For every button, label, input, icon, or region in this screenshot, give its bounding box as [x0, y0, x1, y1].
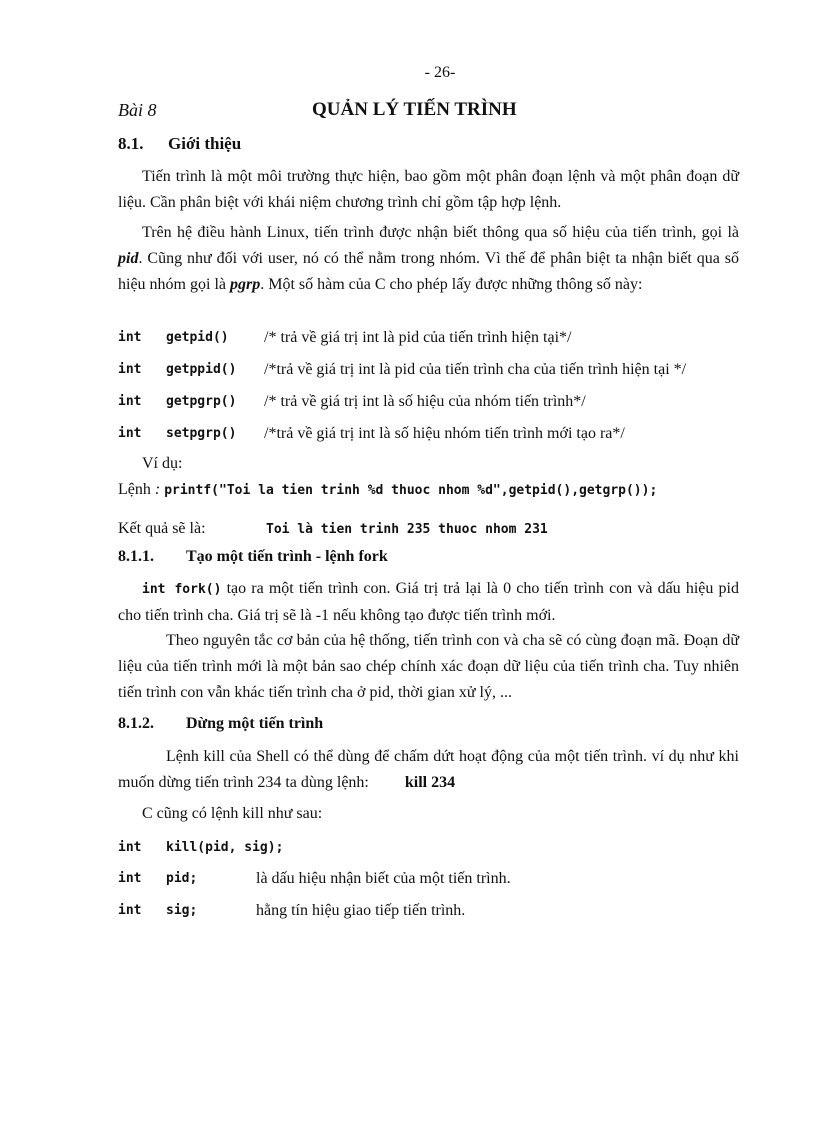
command-label: Lệnh	[118, 481, 151, 498]
result-code: Toi là tien trinh 235 thuoc nhom 231	[266, 522, 548, 537]
declaration-row	[118, 838, 758, 858]
function-type: int	[118, 394, 142, 409]
subsection-heading-text: Tạo một tiến trình - lệnh fork	[186, 548, 388, 565]
function-description: /*trả về giá trị int là số hiệu nhóm tiến trình mới tạo ra*/	[264, 425, 625, 442]
function-name: getpgrp()	[166, 394, 237, 409]
declaration-type: int	[118, 871, 142, 886]
declaration-type: int	[118, 903, 142, 918]
function-name: setpgrp()	[166, 426, 237, 441]
function-row	[118, 392, 758, 412]
function-type: int	[118, 362, 142, 377]
chapter-label: Bài 8	[118, 100, 157, 120]
function-name: getpid()	[166, 330, 229, 345]
command-code: printf("Toi la tien trinh %d thuoc nhom %d",getpid(),getgrp());	[164, 483, 658, 498]
function-description: /*trả về giá trị int là pid của tiến trình cha của tiến trình hiện tại */	[264, 361, 687, 378]
paragraph-text: . Cũng như đối với user, nó có thể nằm trong nhóm. Vì thế để phân biệt ta nhận biết qua số hiệu nhóm gọi là	[118, 250, 739, 293]
command-separator: :	[150, 481, 165, 498]
paragraph-text: tạo ra một tiến trình con. Giá trị trả lại là 0 cho tiến trình con và dấu hiệu pid cho tiến trình cha. Giá trị sẽ là -1 nếu không tạo được tiến trình mới.	[118, 580, 739, 624]
declaration-description: hằng tín hiệu giao tiếp tiến trình.	[256, 902, 466, 919]
subsection-heading-text: Dừng một tiến trình	[186, 715, 324, 732]
chapter-title: QUẢN LÝ TIẾN TRÌNH	[312, 99, 517, 120]
function-description: /* trả về giá trị int là pid của tiến trình hiện tại*/	[264, 329, 572, 346]
function-type: int	[118, 426, 142, 441]
result-label: Kết quả sẽ là:	[118, 520, 206, 537]
declaration-type: int	[118, 840, 142, 855]
paragraph-pid	[118, 220, 739, 298]
declaration-name: kill(pid, sig);	[166, 840, 284, 855]
paragraph-text: Trên hệ điều hành Linux, tiến trình được nhận biết thông qua số hiệu của tiến trình, gọi là	[142, 224, 739, 241]
paragraph-text: . Một số hàm của C cho phép lấy được những thông số này:	[260, 276, 643, 293]
subsection-heading-number: 8.1.2.	[118, 715, 154, 732]
declaration-name: sig;	[166, 903, 198, 918]
term-pid: pid	[118, 250, 139, 267]
function-row	[118, 360, 758, 380]
paragraph-text: Lệnh kill của Shell có thể dùng để chấm dứt hoạt động của một tiến trình. ví dụ như khi muốn dừng tiến trình 234 ta dùng lệnh:	[118, 748, 739, 791]
declaration-description: là dấu hiệu nhận biết của một tiến trình.	[256, 870, 511, 887]
declaration-name: pid;	[166, 871, 198, 886]
page-number: - 26-	[424, 64, 456, 81]
paragraph-fork	[118, 576, 739, 629]
kill-command: kill 234	[404, 774, 456, 791]
function-row	[118, 328, 758, 348]
command-line	[118, 481, 657, 499]
subsection-heading-number: 8.1.1.	[118, 548, 154, 565]
paragraph-c-kill: C cũng có lệnh kill như sau:	[142, 805, 323, 822]
inline-code: int fork()	[142, 582, 222, 597]
declaration-row	[118, 901, 758, 921]
example-label: Ví dụ:	[142, 455, 183, 472]
function-row	[118, 424, 758, 444]
section-heading-text: Giới thiệu	[168, 134, 242, 153]
function-name: getppid()	[166, 362, 237, 377]
function-description: /* trả về giá trị int là số hiệu của nhóm tiến trình*/	[264, 393, 586, 410]
paragraph-fork-detail: Theo nguyên tắc cơ bản của hệ thống, tiến trình con và cha sẽ có cùng đoạn mã. Đoạn dữ liệu của tiến trình mới là một bản sao chép chính xác đoạn dữ liệu của tiến trình cha. Tuy nhiên tiến trình con vẫn khác tiến trình cha ở pid, thời gian xử lý, ...	[118, 632, 739, 701]
term-pgrp: pgrp	[229, 276, 261, 293]
paragraph-intro: Tiến trình là một môi trường thực hiện, bao gồm một phân đoạn lệnh và một phân đoạn dữ liệu. Cần phân biệt với khái niệm chương trình chỉ gồm tập hợp lệnh.	[118, 168, 739, 211]
paragraph-kill	[118, 744, 739, 796]
declaration-row	[118, 869, 758, 889]
function-type: int	[118, 330, 142, 345]
section-heading-number: 8.1.	[118, 134, 144, 153]
